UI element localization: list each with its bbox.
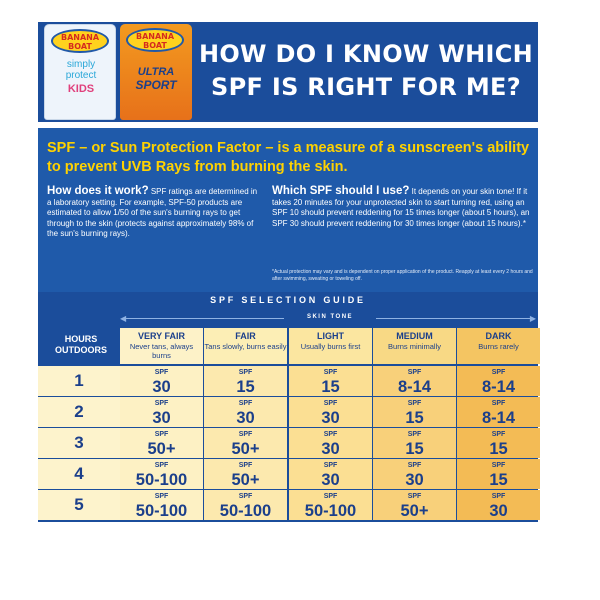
spf-label: SPF bbox=[238, 462, 253, 469]
spf-value: 30 bbox=[321, 440, 340, 458]
guide-title-band bbox=[38, 292, 538, 308]
which-spf-body: It depends on your skin tone! If it takes 20 minutes for your unprotected skin to start turning red, using an SPF 10 should prevent reddening for 15 times longer (about 5 hours), an SPF 30 should prevent reddening for 30 times longer (about 15 hours).* bbox=[272, 187, 530, 228]
spf-cell bbox=[457, 397, 540, 427]
skin-type-header bbox=[457, 328, 540, 364]
spf-label: SPF bbox=[154, 462, 169, 469]
guide-title: SPF SELECTION GUIDE bbox=[210, 295, 366, 305]
spf-value: 15 bbox=[236, 378, 255, 396]
product-bottles bbox=[42, 22, 192, 122]
spf-cell bbox=[204, 459, 287, 489]
spf-cell bbox=[289, 428, 372, 458]
spf-label: SPF bbox=[407, 369, 422, 376]
spf-value: 50-100 bbox=[304, 502, 357, 520]
skin-type-description: Usually burns first bbox=[300, 342, 361, 351]
spf-label: SPF bbox=[407, 493, 422, 500]
hours-outdoors-value: 4 bbox=[38, 459, 120, 489]
spf-cell bbox=[289, 459, 372, 489]
intro-section bbox=[38, 122, 538, 292]
spf-label: SPF bbox=[238, 400, 253, 407]
spf-cell bbox=[289, 397, 372, 427]
spf-cell bbox=[457, 459, 540, 489]
spf-cell bbox=[120, 397, 203, 427]
skin-type-name: MEDIUM bbox=[396, 331, 433, 341]
spf-label: SPF bbox=[491, 400, 506, 407]
spf-value: 50-100 bbox=[135, 502, 188, 520]
spf-label: SPF bbox=[154, 369, 169, 376]
spf-cell bbox=[289, 490, 372, 520]
spf-label: SPF bbox=[154, 431, 169, 438]
spf-label: SPF bbox=[238, 493, 253, 500]
spf-value: 50-100 bbox=[135, 471, 188, 489]
spf-value: 15 bbox=[405, 409, 424, 427]
spf-label: SPF bbox=[323, 369, 338, 376]
spf-value: 50+ bbox=[231, 471, 260, 489]
spf-selection-table bbox=[38, 308, 538, 522]
spf-label: SPF bbox=[323, 431, 338, 438]
skin-type-description: Burns minimally bbox=[388, 342, 441, 351]
how-it-works-block bbox=[47, 186, 262, 240]
skin-type-header bbox=[120, 328, 203, 364]
skin-type-header bbox=[289, 328, 372, 364]
hours-outdoors-value: 5 bbox=[38, 490, 120, 520]
spf-label: SPF bbox=[238, 431, 253, 438]
how-it-works-body: SPF ratings are determined in a laboratory setting. For example, SPF-50 products are estimated to allow 1/50 of the sun's burning rays to get through to the skin (protects against approximately 98% of the sun's burning rays). bbox=[47, 187, 258, 238]
spf-value: 15 bbox=[489, 471, 508, 489]
spf-cell bbox=[120, 490, 203, 520]
sport-bottle-line-2: SPORT bbox=[135, 78, 177, 92]
skin-type-description: Tans slowly, burns easily bbox=[204, 342, 287, 351]
spf-cell bbox=[120, 428, 203, 458]
skin-type-header bbox=[204, 328, 287, 364]
skin-type-name: LIGHT bbox=[317, 331, 344, 341]
spf-value: 15 bbox=[405, 440, 424, 458]
spf-cell bbox=[120, 366, 203, 396]
spf-label: SPF bbox=[154, 400, 169, 407]
spf-cell bbox=[204, 490, 287, 520]
brand-logo: BANANA BOAT bbox=[51, 29, 109, 53]
spf-label: SPF bbox=[491, 369, 506, 376]
spf-infographic bbox=[38, 22, 538, 522]
spf-value: 30 bbox=[405, 471, 424, 489]
spf-label: SPF bbox=[238, 369, 253, 376]
spf-cell bbox=[204, 366, 287, 396]
arrow-left-icon: ◀ bbox=[120, 314, 127, 323]
spf-value: 50+ bbox=[147, 440, 176, 458]
hours-outdoors-header: HOURS OUTDOORS bbox=[54, 334, 107, 355]
skin-type-name: VERY FAIR bbox=[137, 331, 185, 341]
sport-bottle-line-1: ULTRA bbox=[137, 66, 175, 78]
skin-type-name: FAIR bbox=[235, 331, 256, 341]
header-banner bbox=[38, 22, 538, 122]
spf-label: SPF bbox=[154, 493, 169, 500]
kids-sunscreen-bottle bbox=[44, 24, 116, 120]
spf-label: SPF bbox=[407, 462, 422, 469]
how-it-works-heading: How does it work? bbox=[47, 185, 149, 197]
brand-logo: BANANA BOAT bbox=[126, 28, 184, 52]
skin-tone-rule bbox=[376, 318, 530, 319]
spf-value: 8-14 bbox=[481, 378, 516, 396]
page-title: HOW DO I KNOW WHICH SPF IS RIGHT FOR ME? bbox=[198, 40, 534, 101]
skin-tone-indicator bbox=[120, 313, 536, 323]
spf-cell bbox=[457, 366, 540, 396]
spf-value: 30 bbox=[236, 409, 255, 427]
skin-type-header bbox=[373, 328, 456, 364]
spf-cell bbox=[373, 397, 456, 427]
spf-value: 30 bbox=[489, 502, 508, 520]
spf-cell bbox=[289, 366, 372, 396]
spf-label: SPF bbox=[323, 400, 338, 407]
spf-label: SPF bbox=[491, 462, 506, 469]
arrow-right-icon: ▶ bbox=[529, 314, 536, 323]
spf-value: 30 bbox=[321, 409, 340, 427]
spf-value: 30 bbox=[152, 378, 171, 396]
skin-tone-label: SKIN TONE bbox=[306, 314, 354, 320]
spf-cell bbox=[457, 490, 540, 520]
spf-value: 8-14 bbox=[397, 378, 432, 396]
kids-bottle-line-1: simply bbox=[66, 59, 96, 70]
which-spf-heading: Which SPF should I use? bbox=[272, 185, 410, 197]
hours-outdoors-value: 1 bbox=[38, 366, 120, 396]
lead-statement: SPF – or Sun Protection Factor – is a measure of a sunscreen's ability to prevent UVB Rays from burning the skin. bbox=[47, 140, 530, 175]
spf-value: 50-100 bbox=[219, 502, 272, 520]
skin-type-description: Burns rarely bbox=[478, 342, 519, 351]
spf-cell bbox=[373, 366, 456, 396]
skin-tone-rule bbox=[126, 318, 284, 319]
kids-bottle-line-3: KIDS bbox=[67, 83, 95, 95]
spf-value: 50+ bbox=[231, 440, 260, 458]
spf-label: SPF bbox=[491, 431, 506, 438]
spf-cell bbox=[457, 428, 540, 458]
hours-outdoors-value: 3 bbox=[38, 428, 120, 458]
kids-bottle-line-2: protect bbox=[65, 70, 97, 81]
spf-cell bbox=[120, 459, 203, 489]
footnote: *Actual protection may vary and is dependent on proper application of the product. Reapply at least every 2 hours and after swimming, sweating or toweling off. bbox=[272, 269, 533, 282]
spf-cell bbox=[373, 459, 456, 489]
spf-value: 15 bbox=[489, 440, 508, 458]
spf-value: 30 bbox=[152, 409, 171, 427]
skin-type-description: Never tans, always burns bbox=[129, 342, 194, 360]
spf-label: SPF bbox=[491, 493, 506, 500]
spf-cell bbox=[204, 428, 287, 458]
spf-value: 30 bbox=[321, 471, 340, 489]
spf-value: 15 bbox=[321, 378, 340, 396]
spf-cell bbox=[373, 490, 456, 520]
spf-label: SPF bbox=[407, 400, 422, 407]
spf-cell bbox=[204, 397, 287, 427]
hours-outdoors-value: 2 bbox=[38, 397, 120, 427]
which-spf-block bbox=[272, 186, 534, 229]
spf-label: SPF bbox=[323, 493, 338, 500]
spf-value: 8-14 bbox=[481, 409, 516, 427]
spf-cell bbox=[373, 428, 456, 458]
sport-sunscreen-bottle bbox=[120, 24, 192, 120]
spf-label: SPF bbox=[407, 431, 422, 438]
spf-label: SPF bbox=[323, 462, 338, 469]
skin-type-name: DARK bbox=[485, 331, 512, 341]
spf-value: 50+ bbox=[400, 502, 429, 520]
